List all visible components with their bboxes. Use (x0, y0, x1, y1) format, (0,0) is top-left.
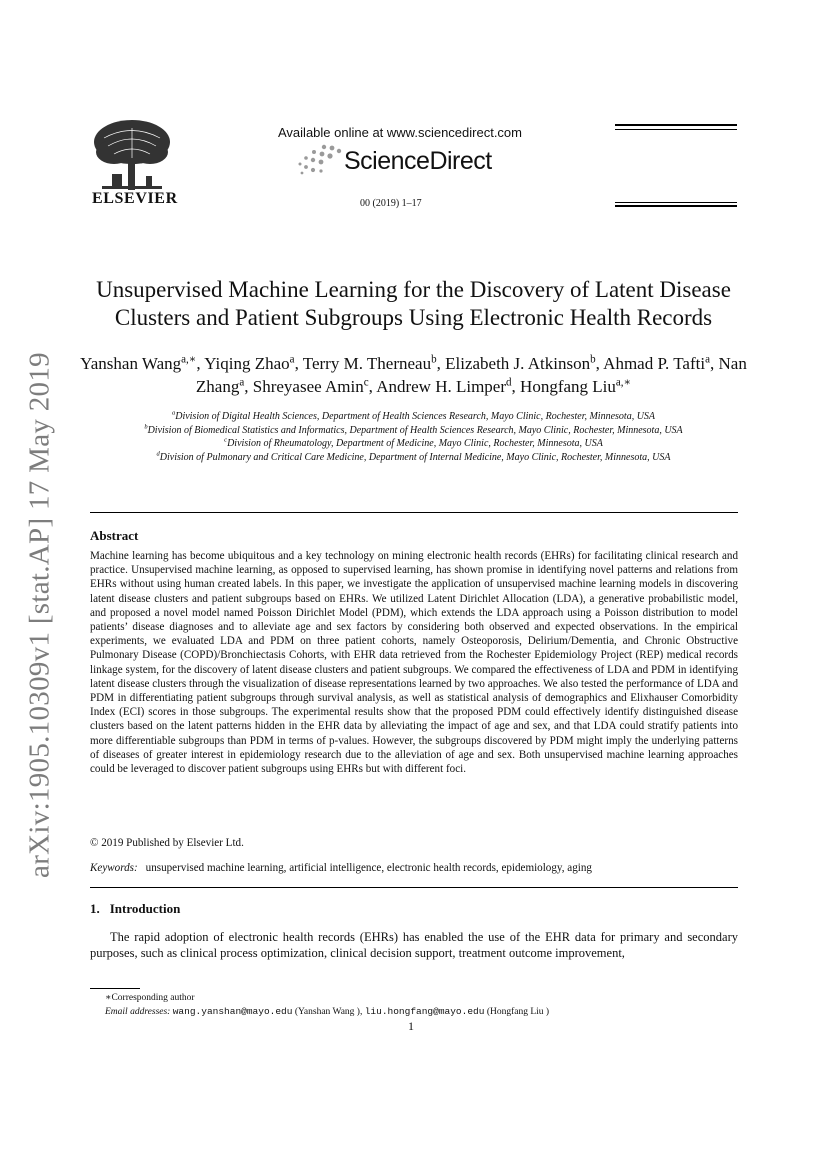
author-affiliation-mark: a (705, 353, 710, 366)
abstract-heading: Abstract (90, 528, 139, 543)
section-number: 1. (90, 901, 100, 916)
author-affiliation-mark: c (363, 376, 369, 389)
author-name: Andrew H. Limper (376, 377, 507, 396)
affiliation-text: Division of Pulmonary and Critical Care Medicine, Department of Internal Medicine, Mayo Clinic, Rochester, Minnesota, USA (159, 451, 671, 463)
author-name: Hongfang Liu (520, 377, 616, 396)
email-addresses (105, 1006, 549, 1017)
affiliation-key: c (224, 436, 228, 444)
author-name: Yanshan Wang (80, 354, 182, 373)
introduction-paragraph: The rapid adoption of electronic health records (EHRs) has enabled the use of the EHR data for primary and secondary purposes, such as clinical process optimization, clinical decision support, treatment outcome improvement, (90, 930, 738, 960)
header-rule-top-1 (615, 124, 737, 126)
affiliation-text: Division of Biomedical Statistics and Informatics, Department of Health Sciences Research, Mayo Clinic, Rochester, Minnesota, USA (147, 424, 683, 436)
journal-reference: 00 (2019) 1–17 (360, 198, 422, 209)
author-affiliation-mark: a (239, 376, 245, 389)
email-label: Email addresses: (105, 1007, 171, 1017)
footnote-rule (90, 988, 140, 989)
email-owner-liu: (Hongfang Liu ) (486, 1007, 550, 1017)
page-number: 1 (408, 1019, 414, 1033)
author-affiliation-mark: b (590, 353, 596, 366)
header-rule-top-2 (615, 129, 737, 130)
corresponding-author-note: ∗Corresponding author (105, 993, 195, 1003)
keywords-bottom-rule (90, 887, 738, 888)
header-rule-bottom-2 (615, 205, 737, 207)
abstract-body: Machine learning has become ubiquitous and a key technology on mining electronic health records (EHRs) for facilitating clinical research and practice. Unsupervised machine learning, as opposed to supervised learning, has shown promise in identifying novel patterns and relations from EHRs without using human created labels. In this paper, we investigate the application of unsupervised machine learning models in discovering latent disease clusters and patient subgroups based on EHRs. We utilized Latent Dirichlet Allocation (LDA), a generative probabilistic model, and proposed a novel model named Poisson Dirichlet Model (PDM), which extends the LDA approach using a Poisson distribution to model patients’ disease diagnoses and to alleviate age and sex factors by considering both observed and expected observations. In the empirical experiments, we evaluated LDA and PDM on three patient cohorts, namely Osteoporosis, Delirium/Dementia, and Chronic Obstructive Pulmonary Disease (COPD)/Bronchiectasis Cohorts, with EHR data retrieved from the Rochester Epidemiology Project (REP) medical records linkage system, for the discovery of latent disease clusters and patient subgroups. We compared the effectiveness of LDA and PDM in identifying latent disease clusters through the visualization of disease representations learned by two approaches. We also tested the performance of LDA and PDM in differentiating patient subgroups through survival analysis, as well as statistical analysis of demographics and Elixhauser Comorbidity Index (ECI) scores in those subgroups. The experimental results show that the proposed PDM could effectively identify distinguished disease clusters based on the latent patterns hidden in the EHR data by alleviating the impact of age and sex, and that LDA could stratify patients into more differentiable subgroups than PDM in terms of p-values. However, the subgroups discovered by PDM might imply the underlying patterns of diseases of greater interest in epidemiology research due to the alleviation of age and sex. Both unsupervised machine learning approaches could be leveraged to discover patient subgroups using EHRs but with different foci. (90, 550, 738, 776)
affiliation-text: Division of Digital Health Sciences, Department of Health Sciences Research, Mayo Clinic, Rochester, Minnesota, USA (175, 411, 656, 422)
author-name: Elizabeth J. Atkinson (445, 354, 591, 373)
affiliation-key: b (144, 423, 148, 431)
affiliation-key: a (171, 409, 176, 417)
keywords-line (90, 862, 592, 874)
affiliation-line (80, 451, 747, 465)
sciencedirect-dots-icon (296, 143, 342, 177)
header-rule-bottom-1 (615, 202, 737, 203)
paper-title: Unsupervised Machine Learning for the Discovery of Latent Disease Clusters and Patient Subgroups Using Electronic Health Records (96, 277, 731, 330)
sciencedirect-wordmark: ScienceDirect (344, 147, 492, 175)
affiliation-line (80, 410, 747, 424)
email-link-liu[interactable]: liu.hongfang@mayo.edu (364, 1006, 485, 1017)
keywords-text: unsupervised machine learning, artificial intelligence, electronic health records, epidemiology, aging (145, 862, 592, 874)
abstract-top-rule (90, 512, 738, 513)
author-name: Terry M. Therneau (302, 354, 432, 373)
keywords-label: Keywords: (90, 862, 138, 874)
author-affiliation-mark: a,∗ (615, 376, 632, 389)
author-affiliation-mark: a (289, 353, 295, 366)
author-affiliation-mark: d (506, 376, 512, 389)
author-name: Yiqing Zhao (204, 354, 290, 373)
affiliation-line (80, 437, 747, 451)
email-link-wang[interactable]: wang.yanshan@mayo.edu (172, 1006, 293, 1017)
arxiv-stamp: arXiv:1905.10309v1 [stat.AP] 17 May 2019 (23, 352, 56, 878)
affiliation-text: Division of Rheumatology, Department of Medicine, Mayo Clinic, Rochester, Minnesota, USA (227, 438, 603, 449)
email-owner-wang: (Yanshan Wang ), (294, 1007, 363, 1017)
section-heading-introduction (90, 901, 180, 917)
available-online-text: Available online at www.sciencedirect.com (278, 125, 522, 140)
affiliations (80, 410, 747, 464)
section-title: Introduction (109, 901, 181, 916)
author-affiliation-mark: b (431, 353, 437, 366)
elsevier-wordmark: ELSEVIER (92, 190, 178, 207)
copyright-notice: © 2019 Published by Elsevier Ltd. (90, 837, 244, 849)
author-name: Nan Zhang (195, 354, 747, 396)
author-list: Yanshan Wang$^{a,∗}$, Yiqing Zhao$^a$, Terry M. Therneau$^b$, Elizabeth J. Atkinson$^b$, Ahmad P. Tafti$^a$, Nan Zhang$^a$, Shreyasee Amin$^c$, Andrew H. Limper$^d$, Hongfang Liu$^{a,∗}$ (80, 353, 747, 396)
affiliation-key: d (156, 450, 160, 458)
affiliation-line (80, 424, 747, 438)
author-name: Shreyasee Amin (252, 377, 364, 396)
author-affiliation-mark: a,∗ (181, 353, 197, 366)
author-name: Ahmad P. Tafti (603, 354, 706, 373)
